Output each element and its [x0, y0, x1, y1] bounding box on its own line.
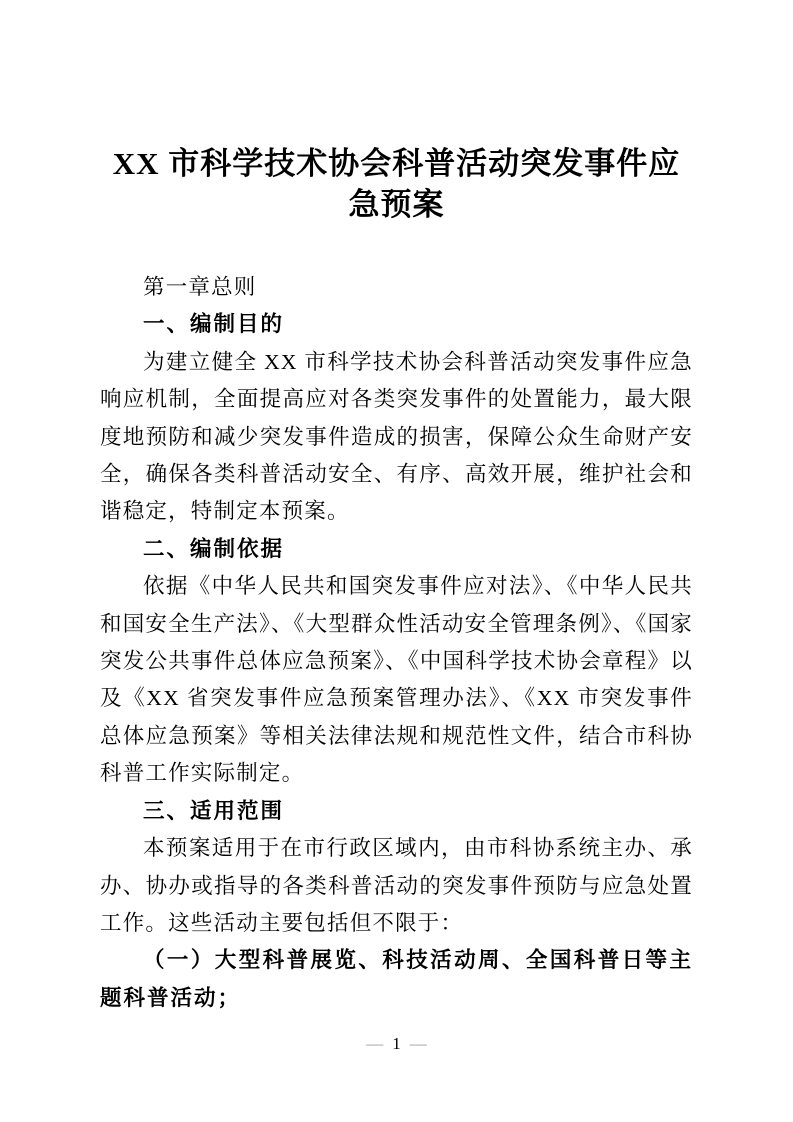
section-heading-scope: 三、适用范围 — [143, 798, 285, 823]
paragraph-scope: 本预案适用于在市行政区域内，由市科协系统主办、承办、协办或指导的各类科普活动的突发事件预防与应急处置工作。这些活动主要包括但不限于： — [100, 836, 693, 935]
list-item-1: （一）大型科普展览、科技活动周、全国科普日等主题科普活动； — [100, 948, 693, 1010]
paragraph-purpose: 为建立健全 XX 市科学技术协会科普活动突发事件应急响应机制，全面提高应对各类突发事件的处置能力，最大限度地预防和减少突发事件造成的损害，保障公众生命财产安全，确保各类科普活动安全、有序、高效开展，维护社会和谐稳定，特制定本预案。 — [100, 349, 693, 524]
section-heading-purpose: 一、编制目的 — [143, 312, 285, 337]
section-heading-basis: 二、编制依据 — [143, 536, 285, 561]
page-number: 1 — [392, 1034, 401, 1053]
document-body — [100, 269, 693, 1017]
paragraph-basis: 依据《中华人民共和国突发事件应对法》、《中华人民共和国安全生产法》、《大型群众性活动安全管理条例》、《国家突发公共事件总体应急预案》、《中国科学技术协会章程》以及《XX 省突发事件应急预案管理办法》、《XX 市突发事件总体应急预案》等相关法律法规和规范性文件，结合市科协科普工作实际制定。 — [100, 574, 693, 786]
title-line-2: 急预案 — [348, 187, 445, 222]
page-footer — [0, 1033, 793, 1055]
document-title — [100, 143, 693, 225]
chapter-heading: 第一章总则 — [143, 275, 257, 299]
title-line-1: XX 市科学技术协会科普活动突发事件应 — [112, 146, 681, 181]
footer-dash-left: — — [366, 1034, 384, 1053]
footer-dash-right: — — [409, 1034, 427, 1053]
